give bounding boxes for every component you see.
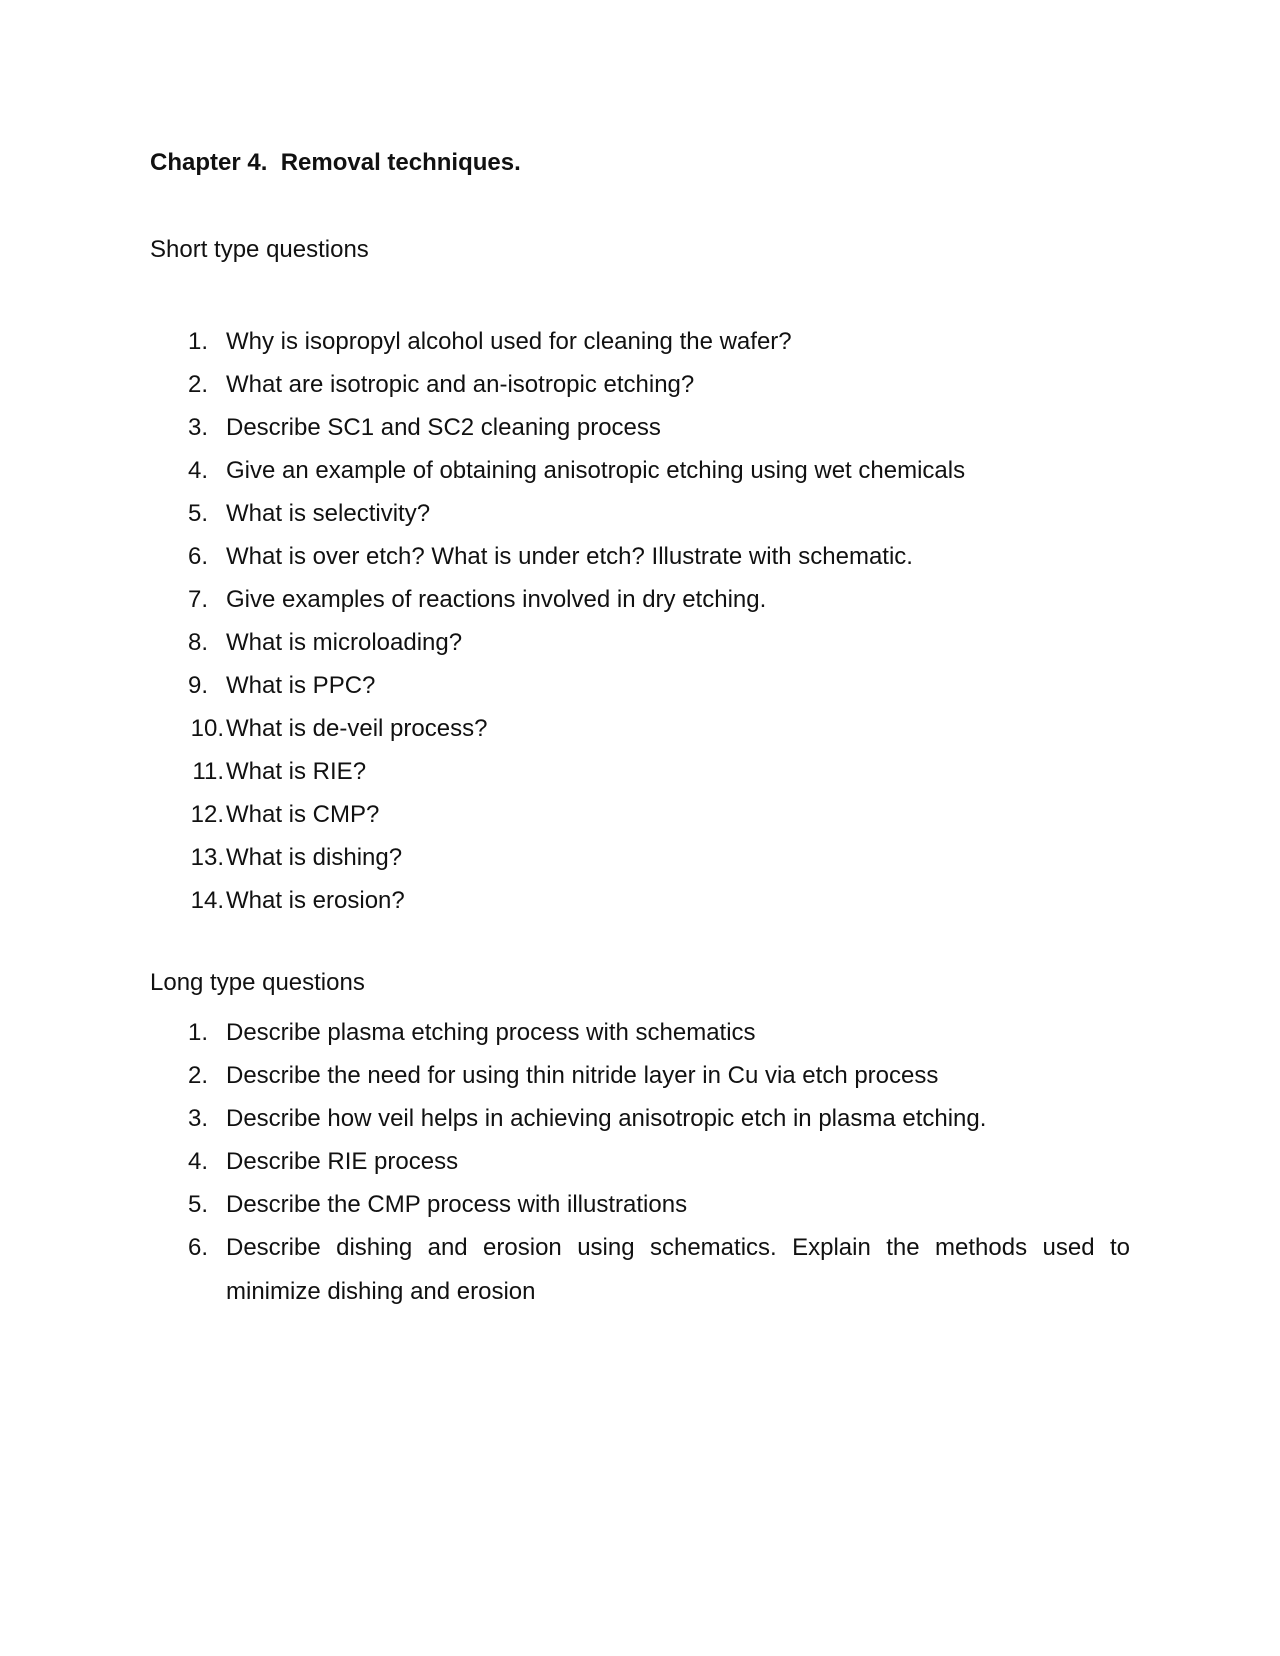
long-question-item	[150, 1011, 1130, 1054]
question-number: 10.	[190, 715, 224, 742]
question-text: What is CMP?	[226, 801, 380, 828]
question-number: 11.	[192, 758, 224, 785]
question-text: What is dishing?	[226, 844, 403, 871]
short-questions-heading: Short type questions	[150, 236, 369, 263]
short-question-item	[150, 793, 1130, 836]
question-number: 4.	[187, 457, 208, 484]
long-question-item	[150, 1054, 1130, 1097]
question-number: 13.	[190, 844, 224, 871]
question-number: 12.	[190, 801, 224, 828]
question-number: 3.	[187, 1105, 208, 1132]
question-text: Describe RIE process	[226, 1148, 459, 1175]
question-number: 1.	[187, 1019, 208, 1046]
question-text: What is de-veil process?	[226, 715, 488, 742]
short-question-item	[150, 449, 1130, 492]
question-number: 7.	[187, 586, 208, 613]
question-text: Why is isopropyl alcohol used for cleaning the wafer?	[226, 328, 792, 355]
question-text: Describe the need for using thin nitride layer in Cu via etch process	[226, 1062, 939, 1089]
question-text: What is erosion?	[226, 887, 405, 914]
question-number: 5.	[187, 500, 208, 527]
question-text: Give an example of obtaining anisotropic etching using wet chemicals	[226, 457, 966, 484]
question-text: Describe the CMP process with illustrations	[226, 1191, 688, 1218]
question-text: What is PPC?	[226, 672, 376, 699]
question-number: 2.	[187, 1062, 208, 1089]
long-question-item	[150, 1097, 1130, 1140]
long-question-item	[150, 1183, 1130, 1226]
short-question-item	[150, 535, 1130, 578]
short-question-item	[150, 578, 1130, 621]
question-text: Describe SC1 and SC2 cleaning process	[226, 414, 661, 441]
long-questions-heading: Long type questions	[150, 969, 365, 996]
question-number: 6.	[187, 1234, 208, 1261]
question-number: 2.	[187, 371, 208, 398]
question-text: Give examples of reactions involved in dry etching.	[226, 586, 767, 613]
question-number: 8.	[187, 629, 208, 656]
question-text: Describe plasma etching process with schematics	[226, 1019, 756, 1046]
question-text: Describe dishing and erosion using schematics. Explain the methods used to minimize dishing and erosion	[226, 1234, 1130, 1305]
question-text: What is RIE?	[226, 758, 367, 785]
short-question-item	[150, 492, 1130, 535]
short-question-item	[150, 363, 1130, 406]
question-number: 6.	[187, 543, 208, 570]
question-number: 5.	[187, 1191, 208, 1218]
question-text: What are isotropic and an-isotropic etching?	[226, 371, 695, 398]
short-question-item	[150, 707, 1130, 750]
short-questions-list	[150, 320, 1130, 922]
question-number: 9.	[187, 672, 208, 699]
chapter-title: Chapter 4. Removal techniques.	[150, 149, 521, 176]
question-number: 1.	[187, 328, 208, 355]
short-question-item	[150, 320, 1130, 363]
short-question-item	[150, 664, 1130, 707]
short-question-item	[150, 879, 1130, 922]
short-question-item	[150, 621, 1130, 664]
question-number: 14.	[190, 887, 224, 914]
short-question-item	[150, 836, 1130, 879]
short-question-item	[150, 406, 1130, 449]
short-question-item	[150, 750, 1130, 793]
question-text: What is microloading?	[226, 629, 463, 656]
question-text: Describe how veil helps in achieving anisotropic etch in plasma etching.	[226, 1105, 987, 1132]
long-question-item	[150, 1226, 1130, 1314]
question-text: What is over etch? What is under etch? Illustrate with schematic.	[226, 543, 913, 570]
question-number: 4.	[187, 1148, 208, 1175]
question-text: What is selectivity?	[226, 500, 431, 527]
long-question-item	[150, 1140, 1130, 1183]
question-number: 3.	[187, 414, 208, 441]
long-questions-list	[150, 1011, 1130, 1314]
